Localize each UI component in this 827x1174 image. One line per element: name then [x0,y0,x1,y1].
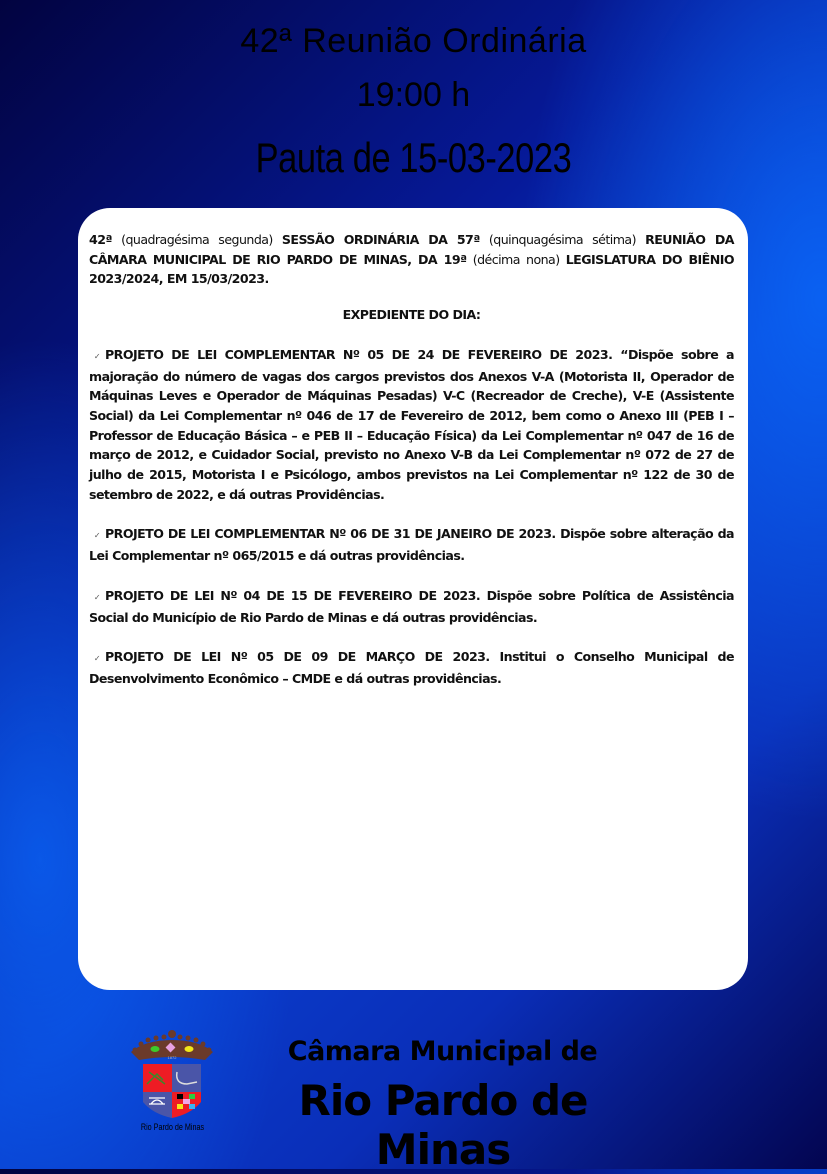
check-bullet-icon: ✓ [93,351,101,361]
item-title: PROJETO DE LEI COMPLEMENTAR Nº 06 DE 31 DE JANEIRO DE 2023. [105,526,556,542]
logo-caption: Rio Pardo de Minas [140,1122,205,1132]
item-description: Institui o Conselho Municipal de Desenvolvimento Econômico – CMDE e dá outras providências. [89,649,734,686]
item-description: Dispõe sobre alteração da Lei Complementar nº 065/2015 e dá outras providências. [89,526,734,564]
intro-text: 42ª [89,232,112,247]
coat-of-arms-icon [125,1028,220,1123]
meeting-title: 42ª Reunião Ordinária [240,22,587,60]
intro-text: (quinquagésima sétima) [479,232,646,247]
chamber-name-line1: Câmara Municipal de [287,1036,598,1067]
agenda-item-4 [89,647,734,688]
agenda-date-title: Pauta de 15-03-2023 [255,134,572,181]
check-bullet-icon: ✓ [93,592,101,602]
item-description: Dispõe sobre Política de Assistência Social do Município de Rio Pardo de Minas e dá outras providências. [89,587,734,625]
intro-text: (décima nona) [466,251,566,267]
svg-text:1872: 1872 [167,1055,177,1060]
item-title: PROJETO DE LEI COMPLEMENTAR Nº 05 DE 24 DE FEVEREIRO DE 2023. [105,346,613,362]
item-title: PROJETO DE LEI Nº 04 DE 15 DE FEVEREIRO DE 2023. [105,587,481,603]
municipal-coat-of-arms-logo [125,1028,220,1136]
agenda-item-2 [89,524,734,565]
intro-text: (quadragésima segunda) [111,232,282,247]
intro-text: SESSÃO ORDINÁRIA DA 57ª [281,232,480,247]
intro-text: REUNIÃO DA CÂMARA MUNICIPAL DE RIO PARDO DE MINAS, DA 19ª [89,232,734,267]
intro-text: LEGISLATURA DO BIÊNIO 2023/2024, EM 15/03/2023. [89,251,734,287]
chamber-name-line2: Rio Pardo de Minas [298,1076,588,1174]
agenda-content [89,230,734,689]
check-bullet-icon: ✓ [93,654,101,664]
meeting-time: 19:00 h [356,76,471,114]
item-description: “Dispõe sobre a majoração do número de vagas dos cargos previstos dos Anexos V-A (Motorista II, Operador de Máquinas Leves e Operador de Máquinas Pesadas) V-C (Recreador de Creche), V-E (Assistente Social) da Lei Complementar nº 046 de 17 de Fevereiro de 2012, bem como o Anexo III (PEB I – Professor de Educação Básica – e PEB II – Educação Física) da Lei Complementar nº 047 de 16 de março de 2012, e Cuidador Social, previsto no Anexo V-B da Lei Complementar nº 072 de 27 de julho de 2015, Motorista I e Psicólogo, ambos previstos na Lei Complementar nº 122 de 30 de setembro de 2022, e dá outras Providências. [89,346,735,502]
agenda-item-1 [89,345,734,505]
expediente-heading: EXPEDIENTE DO DIA: [342,307,481,323]
agenda-card [78,208,748,990]
agenda-item-3 [89,586,734,627]
session-intro [89,230,734,289]
check-bullet-icon: ✓ [93,531,101,541]
item-title: PROJETO DE LEI Nº 05 DE 09 DE MARÇO DE 2023. [105,649,490,665]
